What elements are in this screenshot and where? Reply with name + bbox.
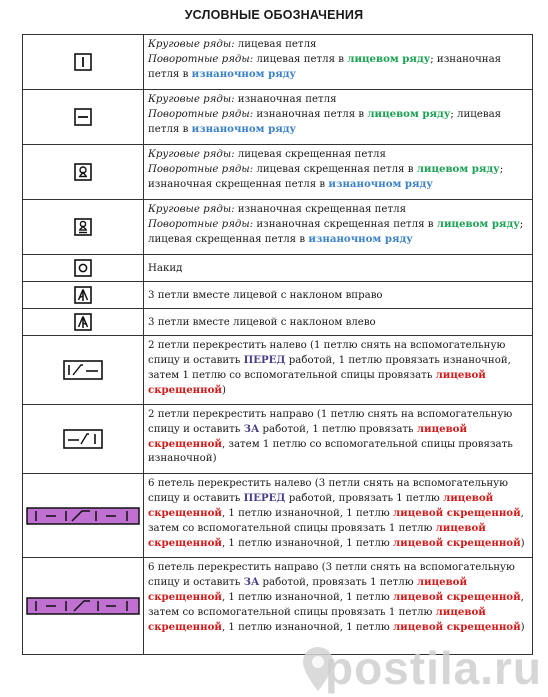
description-cell [144,558,533,655]
description-text: 6 петель перекрестить налево (3 петли снять на вспомогательную спицу и оставить [148,478,509,504]
description-text: изнаночная скрещенная петля [237,204,406,215]
circular-label: Круговые ряды: [148,149,235,160]
description-cell [144,309,533,336]
keyword-front: ПЕРЕД [243,354,286,366]
table-row [23,200,533,255]
description-text: работой, провязать 1 петлю [262,577,414,588]
circular-label: Круговые ряды: [148,94,235,105]
keyword-back: ЗА [243,423,260,435]
table-row [23,474,533,558]
description-text: , 1 петлю изнаночной, 1 петлю [221,622,390,633]
highlight-term: лицевой скрещенной [148,576,468,603]
description-text: ) [520,622,525,633]
description-cell [144,336,533,405]
description-text: в [182,69,189,80]
symbol-cell [23,200,144,255]
highlight-term: лицевой скрещенной [148,522,486,549]
symbol-cell [23,282,144,309]
turning-label: Поворотные ряды: [148,219,254,230]
description-cell [144,474,533,558]
cross-right-6-icon [26,597,140,615]
right-side-term: лицевом ряду [347,53,431,65]
k3tog-left-icon [74,313,92,331]
description-text: работой, 1 петлю провязать [262,424,414,435]
keyword-front: ПЕРЕД [243,492,286,504]
table-row [23,405,533,474]
description-cell [144,282,533,309]
description-cell [144,255,533,282]
table-row [23,90,533,145]
description-text: ; [499,164,504,175]
description-text: изнаночная петля в [256,109,365,120]
highlight-term: лицевой скрещенной [148,369,486,396]
circular-label: Круговые ряды: [148,204,235,215]
description-text: 3 петли вместе лицевой с наклоном влево [148,316,376,328]
description-text: работой, 1 петлю провязать изнаночной, затем 1 петлю со вспомогательной спицы провязать [148,355,511,381]
symbol-cell [23,255,144,282]
highlight-term: лицевой скрещенной [393,537,521,549]
description-text: ; лицевая петля [148,109,502,135]
purl-stitch-icon [74,108,92,126]
highlight-term: лицевой скрещенной [393,591,521,603]
highlight-term: лицевой скрещенной [393,507,521,519]
symbol-cell [23,90,144,145]
cross-left-2-icon [63,360,103,380]
description-text: ) [520,538,525,549]
description-text: , 1 петлю изнаночной, 1 петлю [221,538,390,549]
wrong-side-term: изнаночном ряду [191,123,297,135]
table-row [23,558,533,655]
highlight-term: лицевой скрещенной [393,621,521,633]
yarn-over-icon [74,259,92,277]
description-text: ; [519,219,524,230]
symbol-cell [23,558,144,655]
turning-label: Поворотные ряды: [148,109,254,120]
description-text: Накид [148,262,183,274]
table-row [23,282,533,309]
table-row [23,35,533,90]
description-cell [144,145,533,200]
description-cell [144,35,533,90]
description-text: лицевая скрещенная петля в [148,234,306,245]
turning-label: Поворотные ряды: [148,54,254,65]
description-text: лицевая скрещенная петля [237,149,386,160]
k3tog-right-icon [74,286,92,304]
symbol-cell [23,309,144,336]
table-row [23,309,533,336]
description-text: изнаночная петля [237,94,337,105]
table-row [23,336,533,405]
description-text: 2 петли перекрестить налево (1 петлю снять на вспомогательную спицу и оставить [148,340,506,366]
description-text: лицевая петля в [256,54,345,65]
symbol-cell [23,474,144,558]
description-text: изнаночная скрещенная петля в [256,219,434,230]
description-text: , затем 1 петлю со вспомогательной спицы провязать изнаночной) [148,439,513,464]
description-text: изнаночная скрещенная петля в [148,179,326,190]
right-side-term: лицевом ряду [436,218,520,230]
description-text: , затем со вспомогательной спицы провязать 1 петлю [148,592,524,618]
highlight-term: лицевой скрещенной [148,423,468,450]
symbol-cell [23,145,144,200]
description-text: 3 петли вместе лицевой с наклоном вправо [148,289,383,301]
page-title: УСЛОВНЫЕ ОБОЗНАЧЕНИЯ [184,8,364,22]
cross-left-6-icon [26,507,140,525]
knit-stitch-icon [74,53,92,71]
watermark-logo: postila.ru [324,642,542,694]
table-row [23,255,533,282]
description-text: лицевая скрещенная петля в [256,164,414,175]
twisted-purl-icon [74,218,92,236]
description-text: в [182,124,189,135]
description-cell [144,200,533,255]
wrong-side-term: изнаночном ряду [191,68,297,80]
right-side-term: лицевом ряду [416,163,500,175]
description-text: работой, провязать 1 петлю [288,493,440,504]
wrong-side-term: изнаночном ряду [308,233,413,245]
cross-right-2-icon [63,429,103,449]
description-text: 6 петель перекрестить направо (3 петли снять на вспомогательную спицу и оставить [148,562,515,588]
highlight-term: лицевой скрещенной [148,492,494,519]
description-text: , 1 петлю изнаночной, 1 петлю [221,508,390,519]
description-text: ) [221,385,226,396]
description-cell [144,90,533,145]
highlight-term: лицевой скрещенной [148,606,486,633]
description-text: ; изнаночная петля [148,54,502,80]
twisted-knit-icon [74,163,92,181]
description-text: , 1 петлю изнаночной, 1 петлю [221,592,390,603]
symbol-cell [23,336,144,405]
table-row [23,145,533,200]
turning-label: Поворотные ряды: [148,164,254,175]
symbol-cell [23,35,144,90]
description-text: лицевая петля [237,39,317,50]
description-cell [144,405,533,474]
symbol-cell [23,405,144,474]
description-text: 2 петли перекрестить направо (1 петлю снять на вспомогательную спицу и оставить [148,409,513,435]
keyword-back: ЗА [243,576,260,588]
wrong-side-term: изнаночном ряду [328,178,433,190]
circular-label: Круговые ряды: [148,39,235,50]
right-side-term: лицевом ряду [367,108,451,120]
description-text: , затем со вспомогательной спицы провязать 1 петлю [148,508,524,534]
legend-table [22,34,533,655]
